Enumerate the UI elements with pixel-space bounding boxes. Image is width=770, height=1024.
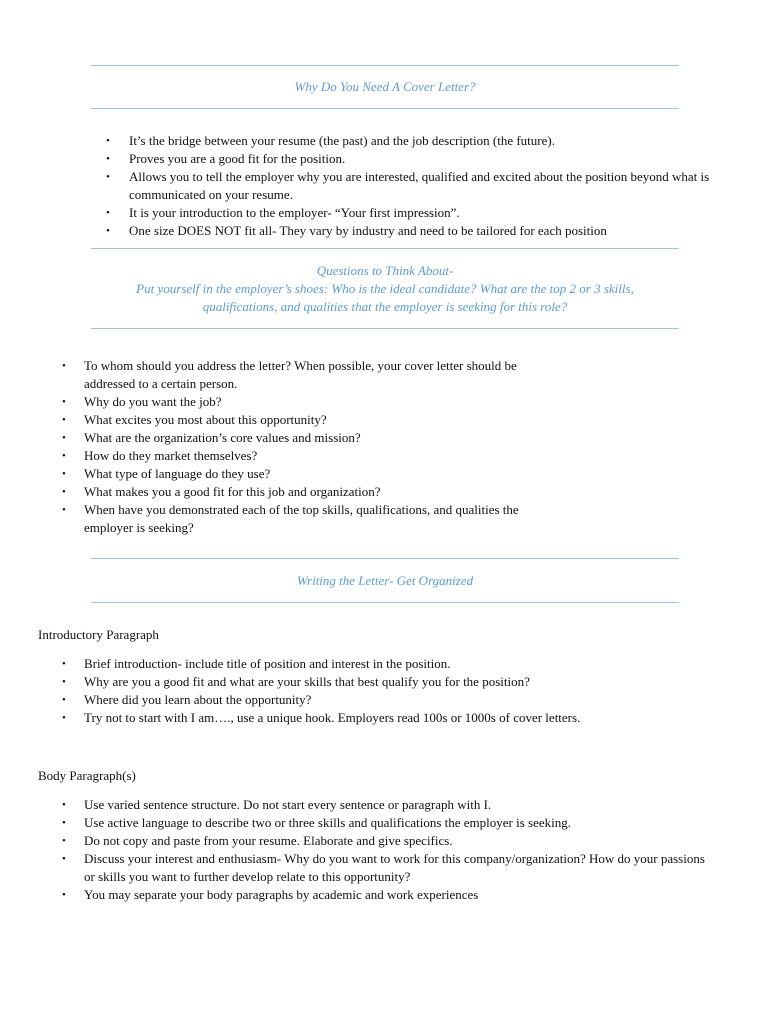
list-item: • Brief introduction- include title of position and interest in the position. [62,656,451,671]
list-item: • How do they market themselves? [62,448,258,463]
list-item: • What excites you most about this opportunity? [62,412,327,427]
list-item: • Use varied sentence structure. Do not start every sentence or paragraph with I. [62,797,492,812]
section-heading-why: Why Do You Need A Cover Letter? [294,79,476,94]
list-item: • What makes you a good fit for this job and organization? [62,484,381,499]
list-item: • Where did you learn about the opportunity? [62,692,312,707]
divider-bottom-3 [91,602,679,603]
list-item: • One size DOES NOT fit all- They vary by industry and need to be tailored for each position [106,223,607,238]
list-item: • Allows you to tell the employer why you are interested, qualified and excited about the position beyond what is communicated on your resume. [106,169,710,202]
list-item: • When have you demonstrated each of the top skills, qualifications, and qualities the employer is seeking? [62,502,519,535]
list-item: • What type of language do they use? [62,466,271,481]
list-item: • Use active language to describe two or three skills and qualifications the employer is seeking. [62,815,571,830]
intro-paragraph-title: Introductory Paragraph [38,627,159,642]
questions-list [62,357,554,537]
list-item: • It’s the bridge between your resume (the past) and the job description (the future). [106,133,555,148]
list-item: • It is your introduction to the employer- “Your first impression”. [106,205,460,220]
section-heading-questions: Questions to Think About- [316,263,454,278]
why-list [106,132,719,240]
list-item: • Proves you are a good fit for the position. [106,151,346,166]
list-item: • Try not to start with I am…., use a unique hook. Employers read 100s or 1000s of cover letters. [62,710,581,725]
list-item: • What are the organization’s core values and mission? [62,430,361,445]
list-item: • You may separate your body paragraphs by academic and work experiences [62,887,479,902]
divider-bottom-1 [91,108,679,109]
section-subheading-line1: Put yourself in the employer’s shoes: Who is the ideal candidate? What are the top 2 or 3 skills, [136,281,634,296]
list-item: • Why do you want the job? [62,394,222,409]
body-list [62,796,714,904]
body-paragraph-title: Body Paragraph(s) [38,768,136,783]
list-item: • To whom should you address the letter? When possible, your cover letter should be addressed to a certain person. [62,358,517,391]
divider-top-1 [91,65,679,66]
section-subheading-line2: qualifications, and qualities that the employer is seeking for this role? [202,299,568,314]
intro-list [62,655,724,727]
divider-bottom-2 [91,328,679,329]
divider-top-3 [91,558,679,559]
divider-top-2 [91,248,679,249]
section-heading-writing: Writing the Letter- Get Organized [296,573,474,588]
list-item: • Why are you a good fit and what are your skills that best qualify you for the position? [62,674,530,689]
list-item: • Do not copy and paste from your resume. Elaborate and give specifics. [62,833,453,848]
list-item: • Discuss your interest and enthusiasm- Why do you want to work for this company/organization? How do your passions or skills you want to further develop relate to this opportunity? [62,851,705,884]
